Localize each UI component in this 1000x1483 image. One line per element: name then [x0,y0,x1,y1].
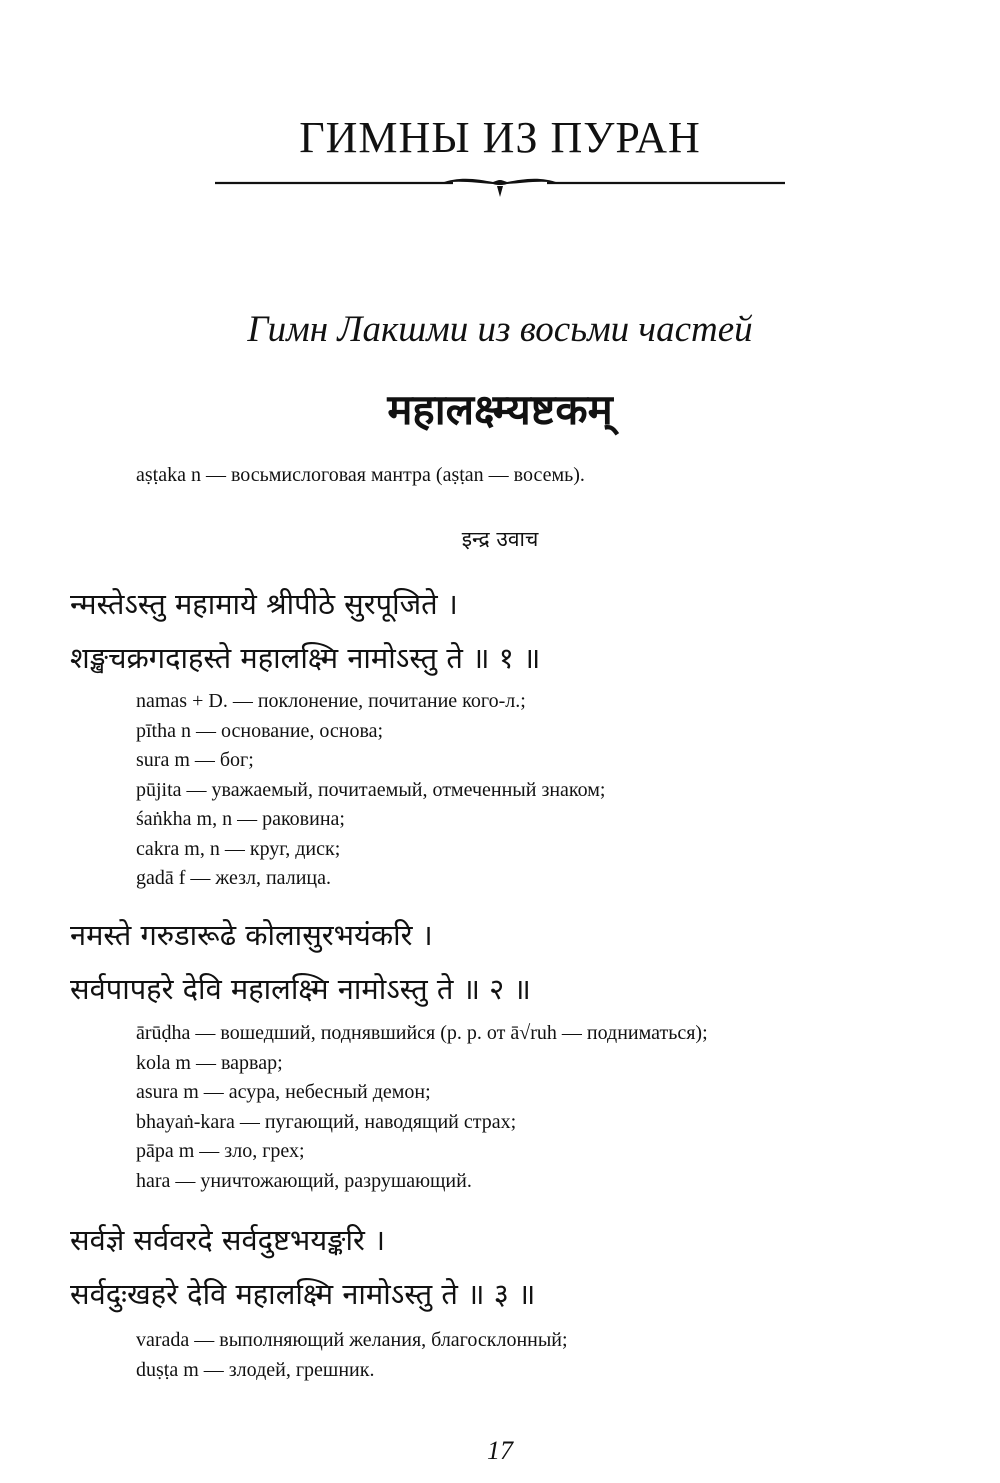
intro-note: aṣṭaka n — восьмислоговая мантра (aṣṭan — восемь). [136,464,585,486]
gloss-item: kola m — варвар; [136,1051,283,1074]
verse-2-line-2: सर्वपापहरे देवि महालक्ष्मि नामोऽस्तु ते ॥ २ ॥ [70,972,531,1006]
gloss-item: pītha n — основание, основа; [136,719,384,742]
page-number: 17 [487,1436,513,1465]
gloss-item: bhayaṅ-kara — пугающий, наводящий страх; [136,1110,517,1133]
gloss-item: pāpa m — зло, грех; [136,1140,305,1162]
gloss-item: ārūḍha — вошедший, поднявшийся (p. p. от ā√ruh — подниматься); [136,1022,708,1044]
verse-2-line-1: नमस्ते गरुडारूढे कोलासुरभयंकरि । [70,918,433,952]
gloss-item: namas + D. — поклонение, почитание кого-л.; [136,690,526,712]
gloss-item: cakra m, n — круг, диск; [136,837,341,860]
gloss-item: pūjita — уважаемый, почитаемый, отмеченный знаком; [136,778,606,801]
verse-1-line-1: न्मस्तेऽस्तु महामाये श्रीपीठे सुरपूजिते । [70,587,458,621]
gloss-item: duṣṭa m — злодей, грешник. [136,1358,375,1381]
verse-1-line-2: शङ्खचक्रगदाहस्ते महालक्ष्मि नामोऽस्तु ते ॥ १ ॥ [70,641,541,675]
gloss-item: asura m — асура, небесный демон; [136,1081,431,1103]
verse-2-glossary [136,1019,896,1196]
title-ornament [215,170,785,198]
gloss-item: varada — выполняющий желания, благосклонный; [136,1329,568,1351]
speaker-line: इन्द्र उवाच [461,527,539,551]
verse-3-glossary [136,1326,896,1385]
gloss-item: hara — уничтожающий, разрушающий. [136,1169,472,1192]
gloss-item: gadā f — жезл, палица. [136,867,331,889]
verse-1-glossary [136,687,896,894]
gloss-item: sura m — бог; [136,749,254,771]
verse-3-line-2: सर्वदुःखहरे देवि महालक्ष्मि नामोऽस्तु ते ॥ ३ ॥ [70,1277,536,1311]
hymn-title: Гимн Лакшми из восьми частей [247,309,753,350]
chapter-title: ГИМНЫ ИЗ ПУРАН [299,113,701,162]
sanskrit-title: महालक्ष्म्यष्टकम् [387,385,613,434]
gloss-item: śaṅkha m, n — раковина; [136,808,345,830]
verse-3-line-1: सर्वज्ञे सर्ववरदे सर्वदुष्टभयङ्करि । [70,1223,386,1257]
